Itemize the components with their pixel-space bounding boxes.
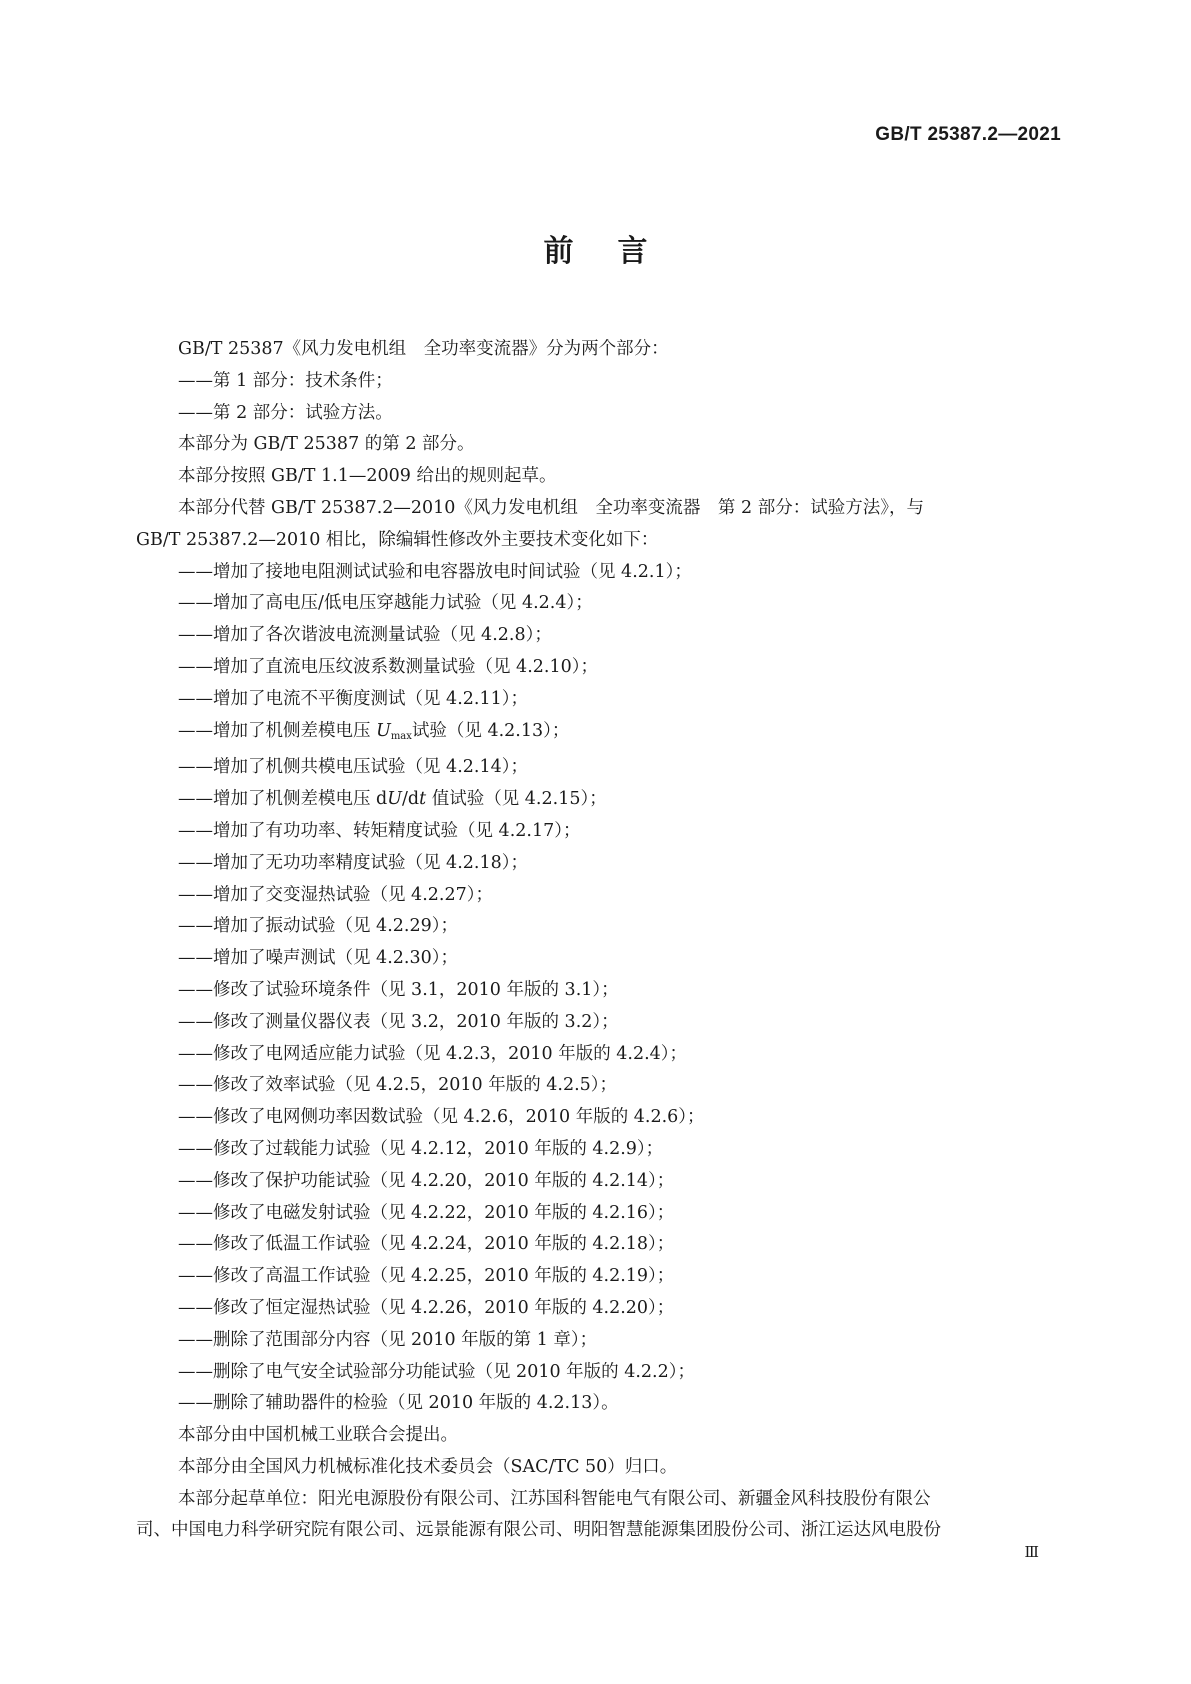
list-item: ——修改了恒定湿热试验（见 4.2.26，2010 年版的 4.2.20）；	[178, 1297, 675, 1318]
list-item: ——修改了电网侧功率因数试验（见 4.2.6，2010 年版的 4.2.6）；	[178, 1107, 705, 1128]
list-item: ——修改了测量仪器仪表（见 3.2，2010 年版的 3.2）；	[178, 1011, 619, 1032]
page-title: 前言	[543, 234, 692, 269]
list-item: ——修改了效率试验（见 4.2.5，2010 年版的 4.2.5）；	[178, 1075, 618, 1096]
dudt-mid: /d	[402, 789, 420, 810]
list-item: ——增加了接地电阻测试试验和电容器放电时间试验（见 4.2.1）；	[178, 561, 692, 582]
list-item-umax	[136, 716, 1056, 753]
list-item: ——增加了交变湿热试验（见 4.2.27）；	[178, 884, 493, 905]
list-item-dudt	[136, 784, 1056, 816]
list-item: ——增加了振动试验（见 4.2.29）；	[178, 916, 458, 937]
list-item: ——修改了电磁发射试验（见 4.2.22，2010 年版的 4.2.16）；	[178, 1202, 675, 1223]
list-item: ——第 2 部分：试验方法。	[178, 402, 393, 423]
paragraph-scope: 本部分为 GB/T 25387 的第 2 部分。	[178, 434, 475, 455]
dudt-symbol-t: t	[419, 789, 427, 810]
list-item: ——删除了电气安全试验部分功能试验（见 2010 年版的 4.2.2）；	[178, 1361, 696, 1382]
umax-prefix: ——增加了机侧差模电压	[178, 720, 377, 741]
list-item: ——删除了范围部分内容（见 2010 年版的第 1 章）；	[178, 1329, 598, 1350]
list-item: ——增加了无功功率精度试验（见 4.2.18）；	[178, 852, 528, 873]
paragraph-centralized-by: 本部分由全国风力机械标准化技术委员会（SAC/TC 50）归口。	[178, 1456, 678, 1477]
paragraph-drafters: 本部分起草单位：阳光电源股份有限公司、江苏国科智能电气有限公司、新疆金风科技股份有限公	[178, 1488, 931, 1509]
umax-subscript: max	[390, 730, 412, 742]
dudt-prefix: ——增加了机侧差模电压 d	[178, 789, 388, 810]
list-item: ——增加了各次谐波电流测量试验（见 4.2.8）；	[178, 625, 552, 646]
umax-suffix: 试验（见 4.2.13）；	[411, 720, 570, 741]
list-item: ——修改了试验环境条件（见 3.1，2010 年版的 3.1）；	[178, 979, 619, 1000]
umax-symbol: U	[376, 720, 391, 741]
list-item: ——修改了保护功能试验（见 4.2.20，2010 年版的 4.2.14）；	[178, 1170, 675, 1191]
paragraph-drafting-rules: 本部分按照 GB/T 1.1—2009 给出的规则起草。	[178, 466, 557, 487]
list-item: ——增加了有功功率、转矩精度试验（见 4.2.17）；	[178, 820, 581, 841]
standard-number: GB/T 25387.2—2021	[875, 124, 1061, 145]
list-item: ——修改了过载能力试验（见 4.2.12，2010 年版的 4.2.9）；	[178, 1138, 664, 1159]
paragraph-replaces-cont: GB/T 25387.2—2010 相比，除编辑性修改外主要技术变化如下：	[136, 529, 659, 550]
page-number: Ⅲ	[1024, 1543, 1039, 1561]
list-item: ——修改了低温工作试验（见 4.2.24，2010 年版的 4.2.18）；	[178, 1234, 675, 1255]
document-body	[136, 334, 1056, 1547]
list-item: ——增加了噪声测试（见 4.2.30）；	[178, 948, 458, 969]
paragraph-replaces: 本部分代替 GB/T 25387.2—2010《风力发电机组 全功率变流器 第 2 部分：试验方法》，与	[178, 497, 924, 518]
list-item: ——增加了电流不平衡度测试（见 4.2.11）；	[178, 688, 528, 709]
list-item: ——修改了高温工作试验（见 4.2.25，2010 年版的 4.2.19）；	[178, 1266, 675, 1287]
paragraph-drafters-cont: 司、中国电力科学研究院有限公司、远景能源有限公司、明阳智慧能源集团股份公司、浙江运达风电股份	[136, 1520, 941, 1541]
list-item: ——修改了电网适应能力试验（见 4.2.3，2010 年版的 4.2.4）；	[178, 1043, 688, 1064]
paragraph-proposed-by: 本部分由中国机械工业联合会提出。	[178, 1425, 458, 1446]
paragraph-parts: GB/T 25387《风力发电机组 全功率变流器》分为两个部分：	[178, 339, 669, 359]
list-item: ——增加了直流电压纹波系数测量试验（见 4.2.10）；	[178, 656, 598, 677]
list-item: ——第 1 部分：技术条件；	[178, 370, 393, 391]
list-item: ——增加了高电压/低电压穿越能力试验（见 4.2.4）；	[178, 593, 593, 614]
list-item: ——删除了辅助器件的检验（见 2010 年版的 4.2.13）。	[178, 1393, 619, 1414]
dudt-symbol-u: U	[387, 789, 403, 810]
list-item: ——增加了机侧共模电压试验（见 4.2.14）；	[178, 757, 528, 778]
dudt-suffix: 值试验（见 4.2.15）；	[426, 789, 607, 810]
